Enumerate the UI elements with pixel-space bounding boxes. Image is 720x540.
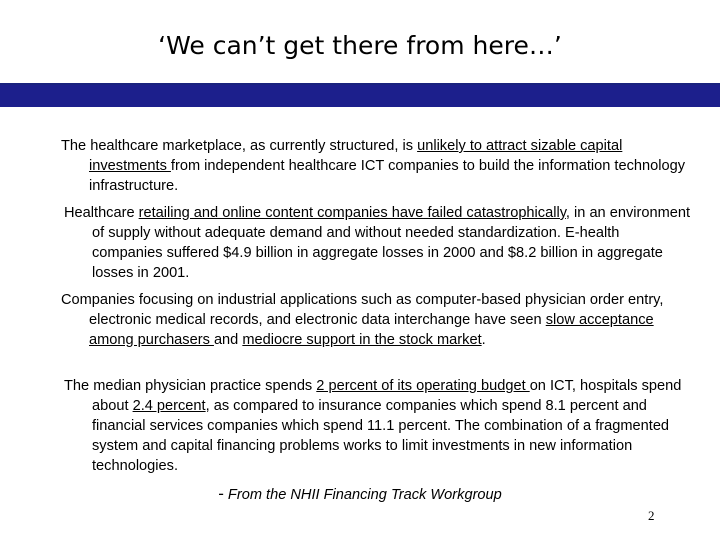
emphasis-underlined: unlikely to attract sizable capital investments <box>89 138 623 174</box>
paragraph-text: Healthcare <box>64 205 139 221</box>
paragraph-industrial-applications <box>61 290 689 350</box>
page-number: 2 <box>648 508 655 523</box>
paragraph-text: The median physician practice spends <box>64 378 317 394</box>
emphasis-underlined: retailing and online content companies have failed catastrophically <box>138 205 566 221</box>
paragraph-text: , as compared to insurance companies which spend 8.1 percent and financial services companies which spend 11.1 percent. The combination of a fragmented system and capital financing problems works to limit investments in new information technologies. <box>92 398 670 474</box>
attribution-text: From the NHII Financing Track Workgroup <box>223 487 502 503</box>
paragraph-text: The healthcare marketplace, as currently structured, is <box>61 138 418 154</box>
title-divider-bar <box>0 85 720 107</box>
paragraph-text: . <box>481 332 486 348</box>
attribution-dash: - <box>218 484 224 503</box>
paragraph-text: on ICT, hospitals spend about <box>92 378 682 414</box>
paragraph-ict-spending <box>64 376 692 476</box>
source-attribution <box>0 484 720 505</box>
paragraph-text: Companies focusing on industrial applications such as computer-based physician order entry, electronic medical records, and electronic data interchange have seen <box>61 292 664 328</box>
emphasis-underlined: 2 percent of its operating budget <box>316 378 530 394</box>
slide-title: ‘We can’t get there from here…’ <box>158 31 562 60</box>
emphasis-underlined: slow acceptance among purchasers <box>89 312 654 348</box>
paragraph-text: and <box>213 332 243 348</box>
paragraph-text: , in an environment of supply without adequate demand and without needed standardization. E-health companies suffered $4.9 billion in aggregate losses in 2000 and $8.2 billion in aggregate losses in 2001. <box>92 205 691 281</box>
paragraph-text: from independent healthcare ICT companies to build the information technology infrastructure. <box>89 158 685 194</box>
emphasis-underlined: mediocre support in the stock market <box>242 332 482 348</box>
paragraph-marketplace <box>61 136 689 196</box>
emphasis-underlined: 2.4 percent <box>132 398 206 414</box>
paragraph-retailing <box>64 203 692 283</box>
